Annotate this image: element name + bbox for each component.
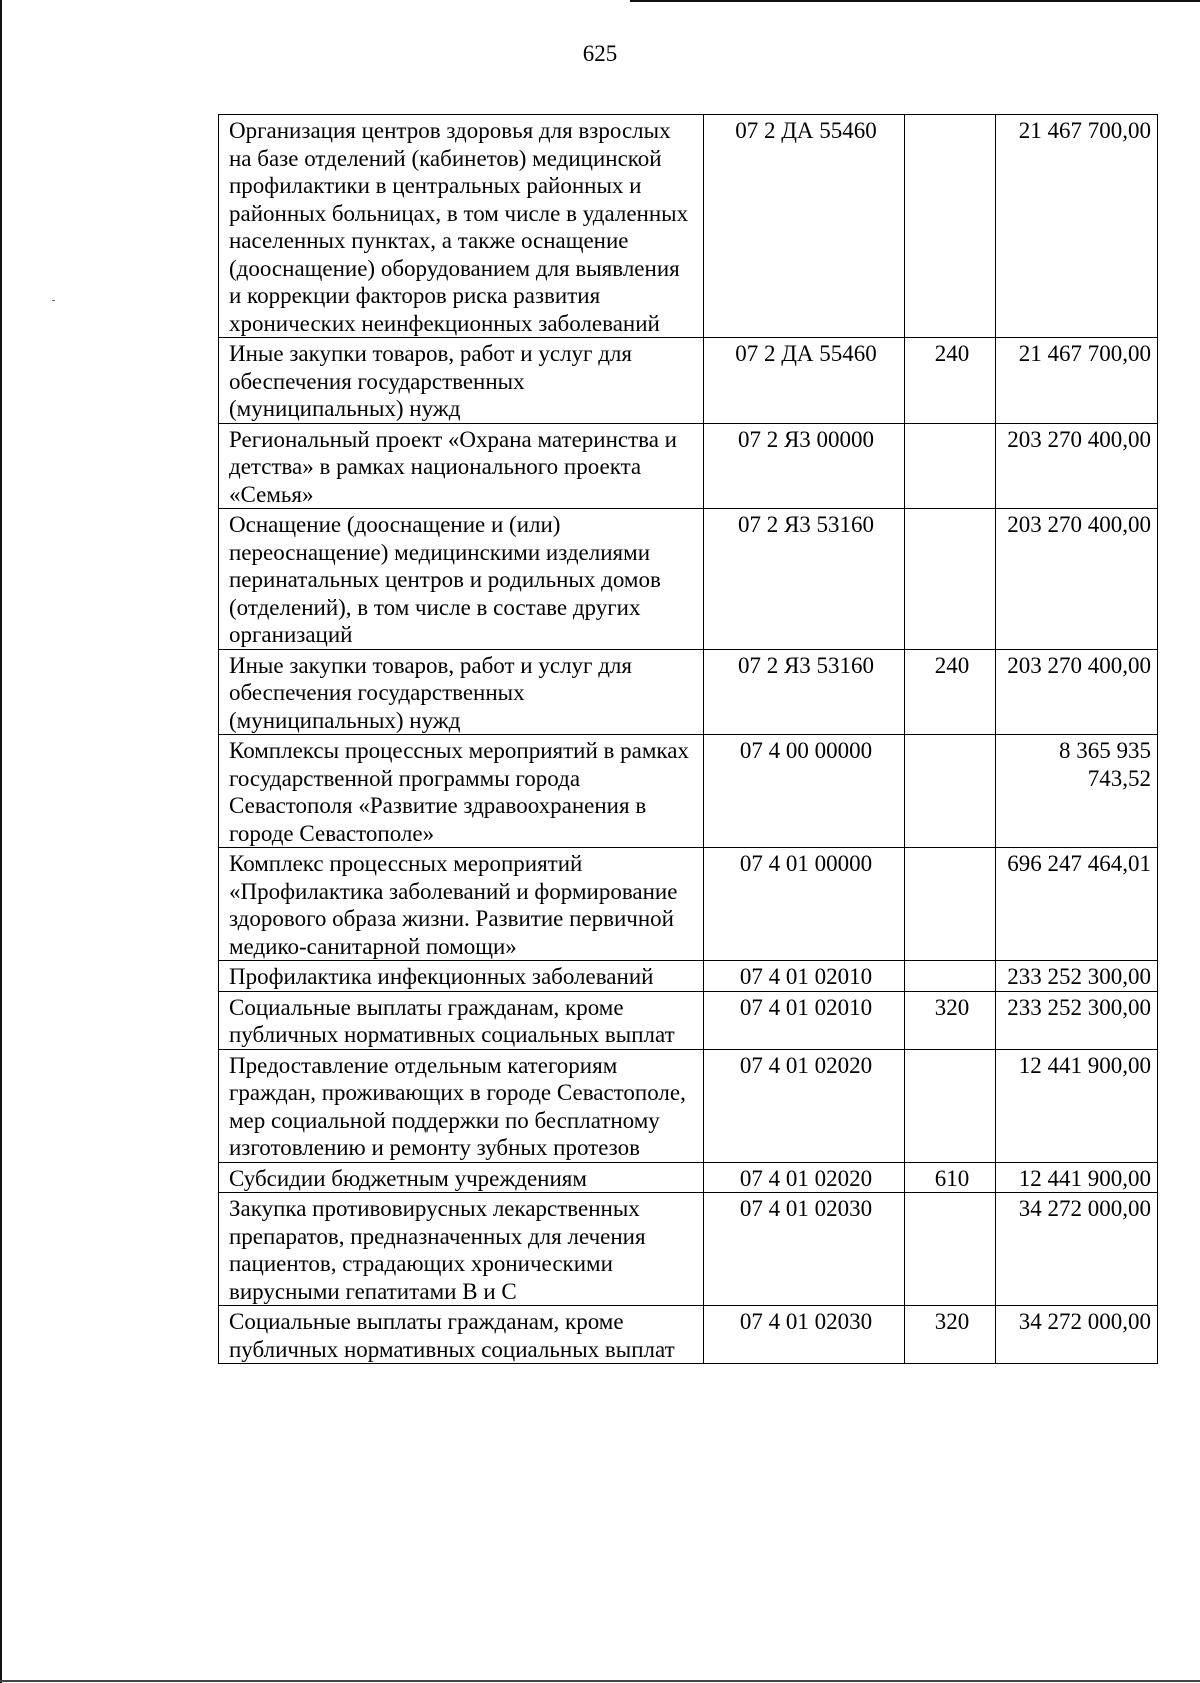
- table-row: [219, 1306, 1158, 1364]
- row-sum: 8 365 935 743,52: [996, 735, 1158, 848]
- scan-border-left: [0, 0, 2, 1683]
- row-expense-type: 240: [905, 649, 996, 735]
- row-name: Региональный проект «Охрана материнства и детства» в рамках национального проекта «Семья»: [219, 423, 704, 509]
- table-row: [219, 509, 1158, 650]
- row-code: 07 4 00 00000: [704, 735, 905, 848]
- table-row: [219, 991, 1158, 1049]
- row-expense-type: 320: [905, 1306, 996, 1364]
- row-name: Иные закупки товаров, работ и услуг для обеспечения государственных (муниципальных) нужд: [219, 338, 704, 424]
- row-sum: 21 467 700,00: [996, 115, 1158, 338]
- row-sum: 34 272 000,00: [996, 1306, 1158, 1364]
- table-row: [219, 338, 1158, 424]
- table-row: [219, 115, 1158, 338]
- row-sum: 233 252 300,00: [996, 991, 1158, 1049]
- row-expense-type: [905, 1049, 996, 1162]
- row-sum: 203 270 400,00: [996, 509, 1158, 650]
- row-expense-type: [905, 848, 996, 961]
- row-sum: 21 467 700,00: [996, 338, 1158, 424]
- row-code: 07 4 01 02030: [704, 1306, 905, 1364]
- row-name: Профилактика инфекционных заболеваний: [219, 961, 704, 992]
- row-code: 07 2 Я3 00000: [704, 423, 905, 509]
- row-name: Комплексы процессных мероприятий в рамках государственной программы города Севастополя «Развитие здравоохранения в городе Севастополе»: [219, 735, 704, 848]
- table-row: [219, 1049, 1158, 1162]
- row-name: Социальные выплаты гражданам, кроме публичных нормативных социальных выплат: [219, 991, 704, 1049]
- table-row: [219, 735, 1158, 848]
- row-code: 07 2 ДА 55460: [704, 338, 905, 424]
- row-code: 07 4 01 02010: [704, 991, 905, 1049]
- row-name: Предоставление отдельным категориям граждан, проживающих в городе Севастополе, мер социальной поддержки по бесплатному изготовлению и ремонту зубных протезов: [219, 1049, 704, 1162]
- row-expense-type: [905, 961, 996, 992]
- row-expense-type: 240: [905, 338, 996, 424]
- row-sum: 34 272 000,00: [996, 1193, 1158, 1306]
- row-code: 07 4 01 02010: [704, 961, 905, 992]
- row-name: Закупка противовирусных лекарственных препаратов, предназначенных для лечения пациентов, страдающих хроническими вирусными гепатитами B и C: [219, 1193, 704, 1306]
- row-code: 07 4 01 02020: [704, 1049, 905, 1162]
- row-sum: 12 441 900,00: [996, 1162, 1158, 1193]
- budget-table: [218, 114, 1158, 1364]
- row-name: Социальные выплаты гражданам, кроме публичных нормативных социальных выплат: [219, 1306, 704, 1364]
- table-row: [219, 961, 1158, 992]
- row-sum: 233 252 300,00: [996, 961, 1158, 992]
- row-code: 07 2 Я3 53160: [704, 649, 905, 735]
- row-sum: 203 270 400,00: [996, 423, 1158, 509]
- row-code: 07 4 01 02020: [704, 1162, 905, 1193]
- row-expense-type: 320: [905, 991, 996, 1049]
- row-sum: 203 270 400,00: [996, 649, 1158, 735]
- row-expense-type: [905, 509, 996, 650]
- page-number: 625: [582, 41, 618, 66]
- row-name: Комплекс процессных мероприятий «Профилактика заболеваний и формирование здорового образа жизни. Развитие первичной медико-санитарной помощи»: [219, 848, 704, 961]
- row-code: 07 2 Я3 53160: [704, 509, 905, 650]
- row-code: 07 4 01 00000: [704, 848, 905, 961]
- row-sum: 696 247 464,01: [996, 848, 1158, 961]
- table-row: [219, 1162, 1158, 1193]
- table-row: [219, 649, 1158, 735]
- table-row: [219, 1193, 1158, 1306]
- table-row: [219, 423, 1158, 509]
- row-expense-type: 610: [905, 1162, 996, 1193]
- row-code: 07 2 ДА 55460: [704, 115, 905, 338]
- scan-border-top: [630, 0, 1200, 2]
- row-expense-type: [905, 1193, 996, 1306]
- row-name: Субсидии бюджетным учреждениям: [219, 1162, 704, 1193]
- table-row: [219, 848, 1158, 961]
- scan-border-bottom: [0, 1680, 1200, 1682]
- row-name: Иные закупки товаров, работ и услуг для обеспечения государственных (муниципальных) нужд: [219, 649, 704, 735]
- row-name: Организация центров здоровья для взрослых на базе отделений (кабинетов) медицинской профилактики в центральных районных и районных больницах, в том числе в удаленных населенных пунктах, а также оснащение (дооснащение) оборудованием для выявления и коррекции факторов риска развития хронических неинфекционных заболеваний: [219, 115, 704, 338]
- scan-speck: [52, 300, 55, 301]
- row-expense-type: [905, 423, 996, 509]
- row-expense-type: [905, 115, 996, 338]
- row-name: Оснащение (дооснащение и (или) переоснащение) медицинскими изделиями перинатальных центров и родильных домов (отделений), в том числе в составе других организаций: [219, 509, 704, 650]
- row-code: 07 4 01 02030: [704, 1193, 905, 1306]
- row-expense-type: [905, 735, 996, 848]
- row-sum: 12 441 900,00: [996, 1049, 1158, 1162]
